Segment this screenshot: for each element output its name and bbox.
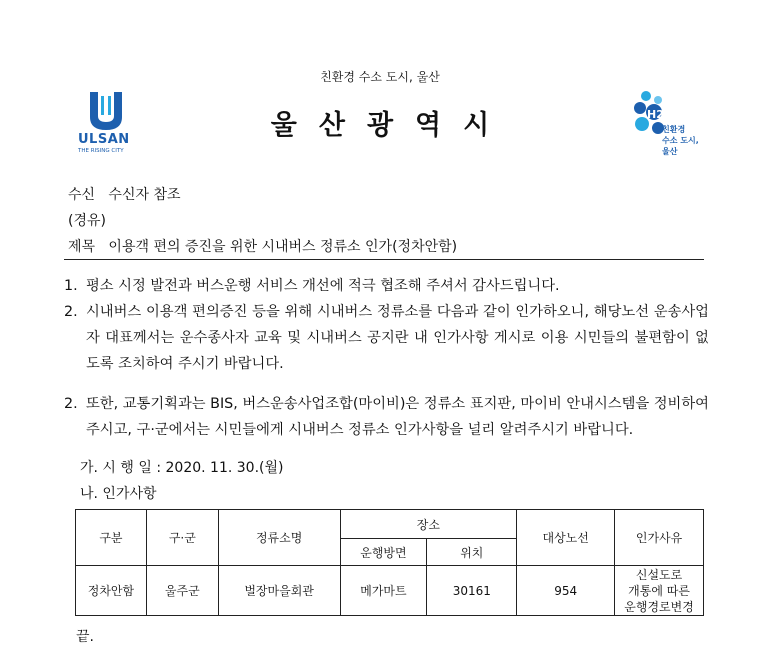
effective-date: 가. 시 행 일 : 2020. 11. 30.(월) bbox=[80, 460, 284, 476]
header-location: 장소 bbox=[340, 510, 517, 539]
approval-table bbox=[75, 509, 704, 616]
table-header-row bbox=[76, 510, 704, 539]
cell-direction: 메가마트 bbox=[340, 566, 427, 616]
paragraph-number: 1. bbox=[64, 278, 78, 294]
paragraph-text: 평소 시정 발전과 버스운행 서비스 개선에 적극 협조해 주셔서 감사드립니다. bbox=[86, 278, 560, 294]
via-line: (경유) bbox=[68, 213, 106, 229]
header-reason: 인가사유 bbox=[615, 510, 704, 566]
header-stop-name: 정류소명 bbox=[218, 510, 340, 566]
subject-value: 이용객 편의 증진을 위한 시내버스 정류소 인가(정차안함) bbox=[108, 239, 458, 255]
cell-stop-name: 벌장마을회관 bbox=[218, 566, 340, 616]
approval-heading: 나. 인가사항 bbox=[80, 486, 157, 502]
recipient-label: 수신 bbox=[68, 187, 96, 203]
paragraph-2 bbox=[64, 299, 709, 377]
recipient-line bbox=[68, 184, 181, 204]
header-direction: 운행방면 bbox=[340, 539, 427, 566]
header-type: 구분 bbox=[76, 510, 147, 566]
header-district: 구·군 bbox=[146, 510, 218, 566]
table-row bbox=[76, 566, 704, 616]
subject-divider bbox=[64, 259, 704, 260]
header-routes: 대상노선 bbox=[517, 510, 615, 566]
cell-type: 정차안함 bbox=[76, 566, 147, 616]
subject-line bbox=[68, 236, 457, 256]
paragraph-number: 2. bbox=[64, 396, 78, 412]
cell-position: 30161 bbox=[427, 566, 517, 616]
h2-mark: H2 bbox=[647, 108, 664, 121]
paragraph-1 bbox=[64, 273, 709, 299]
cell-district: 울주군 bbox=[146, 566, 218, 616]
ulsan-u-icon bbox=[86, 90, 126, 132]
paragraph-text: 또한, 교통기획과는 BIS, 버스운송사업조합(마이비)은 정류소 표지판, 마이비 안내시스템을 정비하여 주시고, 구·군에서는 시민들에게 시내버스 정류소 인가사항을 널리 알려주시기 바랍니다. bbox=[86, 396, 709, 438]
ulsan-logo bbox=[78, 90, 138, 160]
cell-routes: 954 bbox=[517, 566, 615, 616]
subject-label: 제목 bbox=[68, 239, 96, 255]
document-title: 울산광역시 bbox=[270, 110, 512, 141]
header-slogan: 친환경 수소 도시, 울산 bbox=[320, 70, 440, 84]
paragraph-number: 2. bbox=[64, 304, 78, 320]
hydrogen-city-logo bbox=[632, 88, 702, 168]
recipient-value: 수신자 참조 bbox=[108, 187, 181, 203]
paragraph-text: 시내버스 이용객 편의증진 등을 위해 시내버스 정류소를 다음과 같이 인가하오니, 해당노선 운송사업자 대표께서는 운수종사자 교육 및 시내버스 공지란 내 인가사항 게시로 이용 시민들의 불편함이 없도록 조치하여 주시기 바랍니다. bbox=[86, 304, 709, 372]
paragraph-3 bbox=[64, 391, 709, 443]
ulsan-logo-tagline: THE RISING CITY bbox=[78, 148, 124, 154]
hydrogen-city-text: 친환경 수소 도시, 울산 bbox=[662, 125, 699, 156]
document-end: 끝. bbox=[76, 629, 94, 645]
header-position: 위치 bbox=[427, 539, 517, 566]
ulsan-logo-name: ULSAN bbox=[78, 132, 130, 147]
cell-reason: 신설도로 개통에 따른 운행경로변경 bbox=[615, 566, 704, 616]
